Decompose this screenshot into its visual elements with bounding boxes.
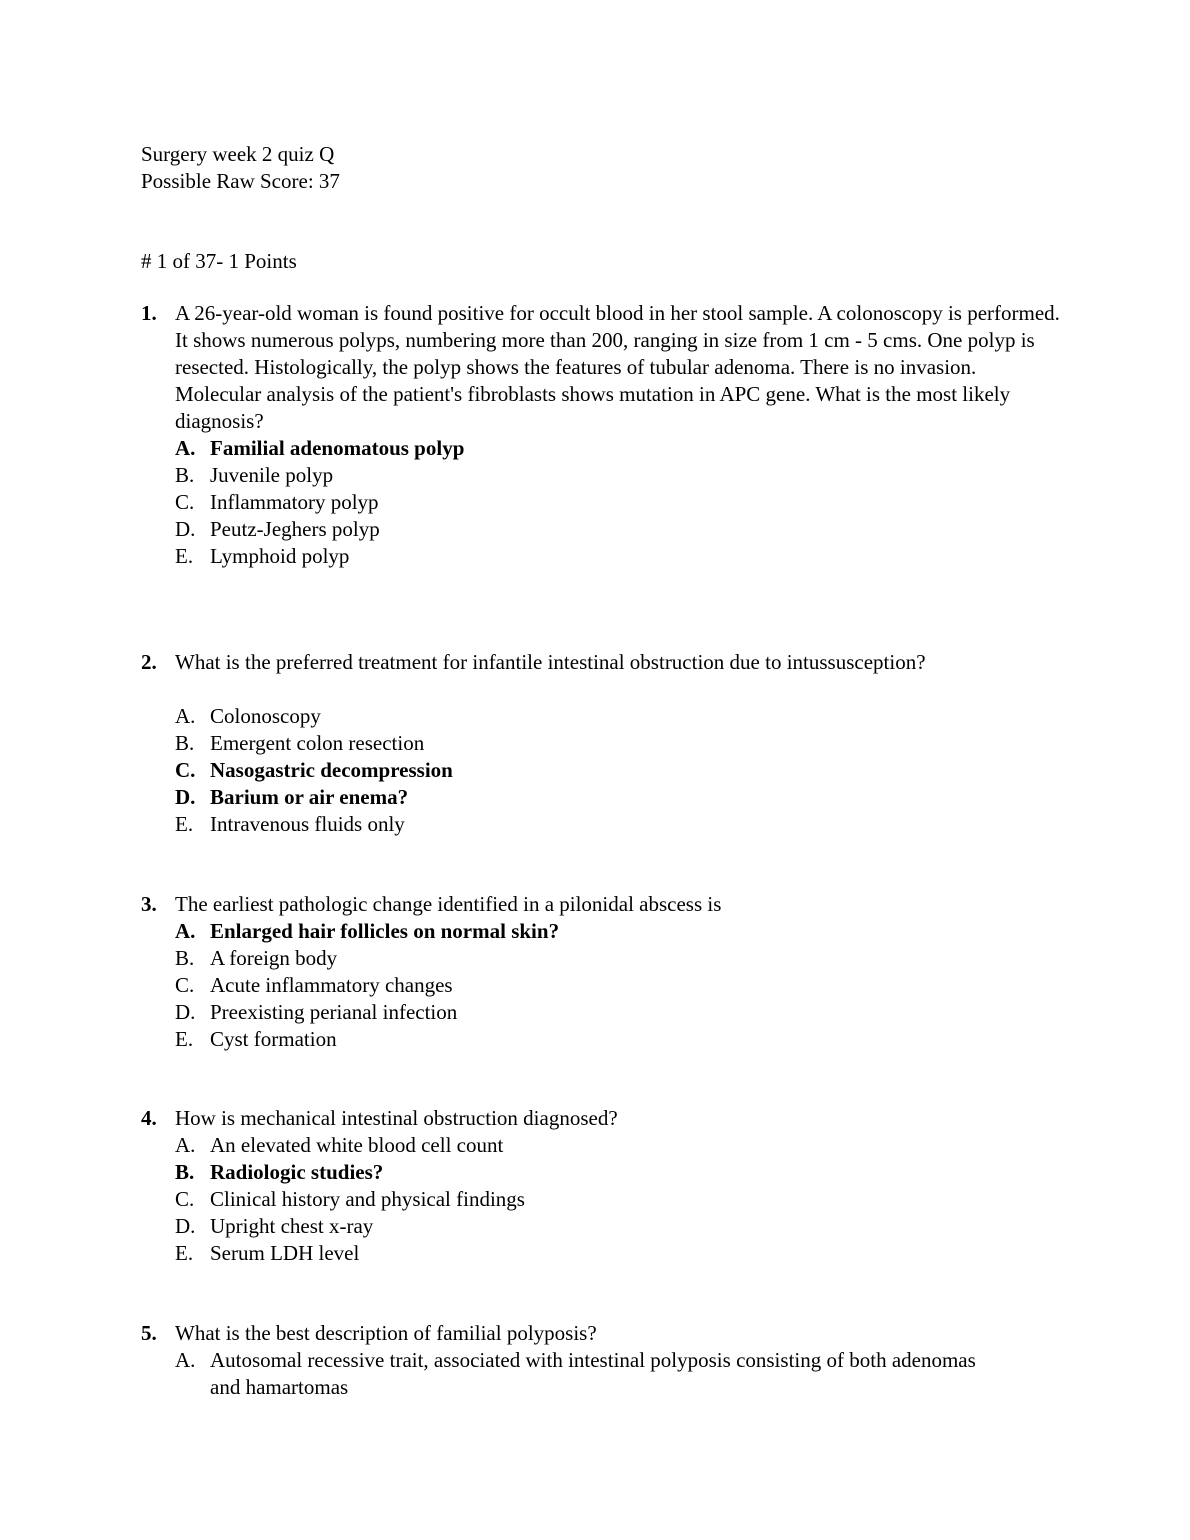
- option-text: Cyst formation: [210, 1027, 337, 1051]
- option-letter: A.: [175, 1348, 196, 1372]
- option-a: [141, 703, 1061, 730]
- option-c: [141, 1186, 1061, 1213]
- option-text: Juvenile polyp: [210, 463, 334, 487]
- option-text: Barium or air enema?: [210, 785, 409, 809]
- option-b: [141, 462, 1061, 489]
- question-4: [141, 1105, 1061, 1267]
- option-text: Serum LDH level: [210, 1241, 360, 1265]
- question-text: The earliest pathologic change identified in a pilonidal abscess is: [175, 892, 722, 916]
- option-e: [141, 543, 1061, 570]
- option-letter: E.: [175, 544, 194, 568]
- answer-options: [141, 918, 1061, 1053]
- option-b: [141, 730, 1061, 757]
- option-a: [141, 1347, 1000, 1401]
- question-number: 3.: [141, 892, 157, 916]
- option-e: [141, 811, 1061, 838]
- option-d: [141, 784, 1061, 811]
- option-d: [141, 999, 1061, 1026]
- option-e: [141, 1240, 1061, 1267]
- option-text: Intravenous fluids only: [210, 812, 405, 836]
- spacer: [141, 676, 1061, 703]
- question-number: 1.: [141, 301, 157, 325]
- option-text: Inflammatory polyp: [210, 490, 379, 514]
- option-text: Upright chest x-ray: [210, 1214, 374, 1238]
- option-letter: E.: [175, 1241, 194, 1265]
- question-3: [141, 891, 1061, 1053]
- option-letter: D.: [175, 785, 196, 809]
- question-stem: [141, 891, 1061, 918]
- option-letter: C.: [175, 758, 196, 782]
- question-stem: [141, 649, 1061, 676]
- option-text: Clinical history and physical findings: [210, 1187, 525, 1211]
- option-letter: B.: [175, 463, 195, 487]
- option-letter: C.: [175, 1187, 195, 1211]
- question-1: [141, 300, 1061, 570]
- option-text: Familial adenomatous polyp: [210, 436, 465, 460]
- option-letter: D.: [175, 1214, 196, 1238]
- option-text: Enlarged hair follicles on normal skin?: [210, 919, 560, 943]
- question-2: [141, 649, 1061, 838]
- option-b: [141, 1159, 1061, 1186]
- option-text: Lymphoid polyp: [210, 544, 350, 568]
- option-text: Emergent colon resection: [210, 731, 425, 755]
- option-letter: E.: [175, 1027, 194, 1051]
- option-letter: B.: [175, 731, 195, 755]
- raw-score: Possible Raw Score: 37: [141, 169, 340, 193]
- option-d: [141, 516, 1061, 543]
- question-text: How is mechanical intestinal obstruction diagnosed?: [175, 1106, 618, 1130]
- option-text: An elevated white blood cell count: [210, 1133, 504, 1157]
- option-text: Nasogastric decompression: [210, 758, 453, 782]
- option-letter: D.: [175, 517, 196, 541]
- answer-options: [141, 1347, 1061, 1401]
- answer-options: [141, 703, 1061, 838]
- option-a: [141, 918, 1061, 945]
- question-number: 2.: [141, 650, 157, 674]
- option-c: [141, 757, 1061, 784]
- question-text: What is the best description of familial polyposis?: [175, 1321, 597, 1345]
- question-stem: [141, 1105, 1061, 1132]
- option-b: [141, 945, 1061, 972]
- option-letter: B.: [175, 1160, 195, 1184]
- option-letter: A.: [175, 1133, 196, 1157]
- question-5: [141, 1320, 1061, 1401]
- answer-options: [141, 435, 1061, 570]
- option-text: Autosomal recessive trait, associated with intestinal polyposis consisting of both adenomas and hamartomas: [210, 1348, 976, 1399]
- option-letter: D.: [175, 1000, 196, 1024]
- option-text: Peutz-Jeghers polyp: [210, 517, 380, 541]
- question-text: What is the preferred treatment for infantile intestinal obstruction due to intussusception?: [175, 650, 926, 674]
- document-title: Surgery week 2 quiz Q: [141, 142, 335, 166]
- option-a: [141, 1132, 1061, 1159]
- question-number: 5.: [141, 1321, 157, 1345]
- answer-options: [141, 1132, 1061, 1267]
- option-letter: C.: [175, 490, 195, 514]
- option-c: [141, 972, 1061, 999]
- option-text: Colonoscopy: [210, 704, 321, 728]
- option-text: Preexisting perianal infection: [210, 1000, 458, 1024]
- option-letter: A.: [175, 919, 196, 943]
- option-d: [141, 1213, 1061, 1240]
- option-c: [141, 489, 1061, 516]
- option-a: [141, 435, 1061, 462]
- question-progress: # 1 of 37- 1 Points: [141, 249, 297, 273]
- option-text: Acute inflammatory changes: [210, 973, 453, 997]
- question-stem: [141, 1320, 1061, 1347]
- question-text: A 26-year-old woman is found positive for occult blood in her stool sample. A colonoscopy is performed. It shows numerous polyps, numbering more than 200, ranging in size from 1 cm - 5 cms. One polyp is resected. Histologically, the polyp shows the features of tubular adenoma. There is no invasion. Molecular analysis of the patient's fibroblasts shows mutation in APC gene. What is the most likely diagnosis?: [175, 301, 1060, 433]
- option-text: A foreign body: [210, 946, 338, 970]
- option-text: Radiologic studies?: [210, 1160, 384, 1184]
- option-letter: A.: [175, 704, 196, 728]
- option-letter: B.: [175, 946, 195, 970]
- option-letter: A.: [175, 436, 196, 460]
- option-e: [141, 1026, 1061, 1053]
- option-letter: E.: [175, 812, 194, 836]
- question-number: 4.: [141, 1106, 157, 1130]
- option-letter: C.: [175, 973, 195, 997]
- question-stem: [141, 300, 1061, 435]
